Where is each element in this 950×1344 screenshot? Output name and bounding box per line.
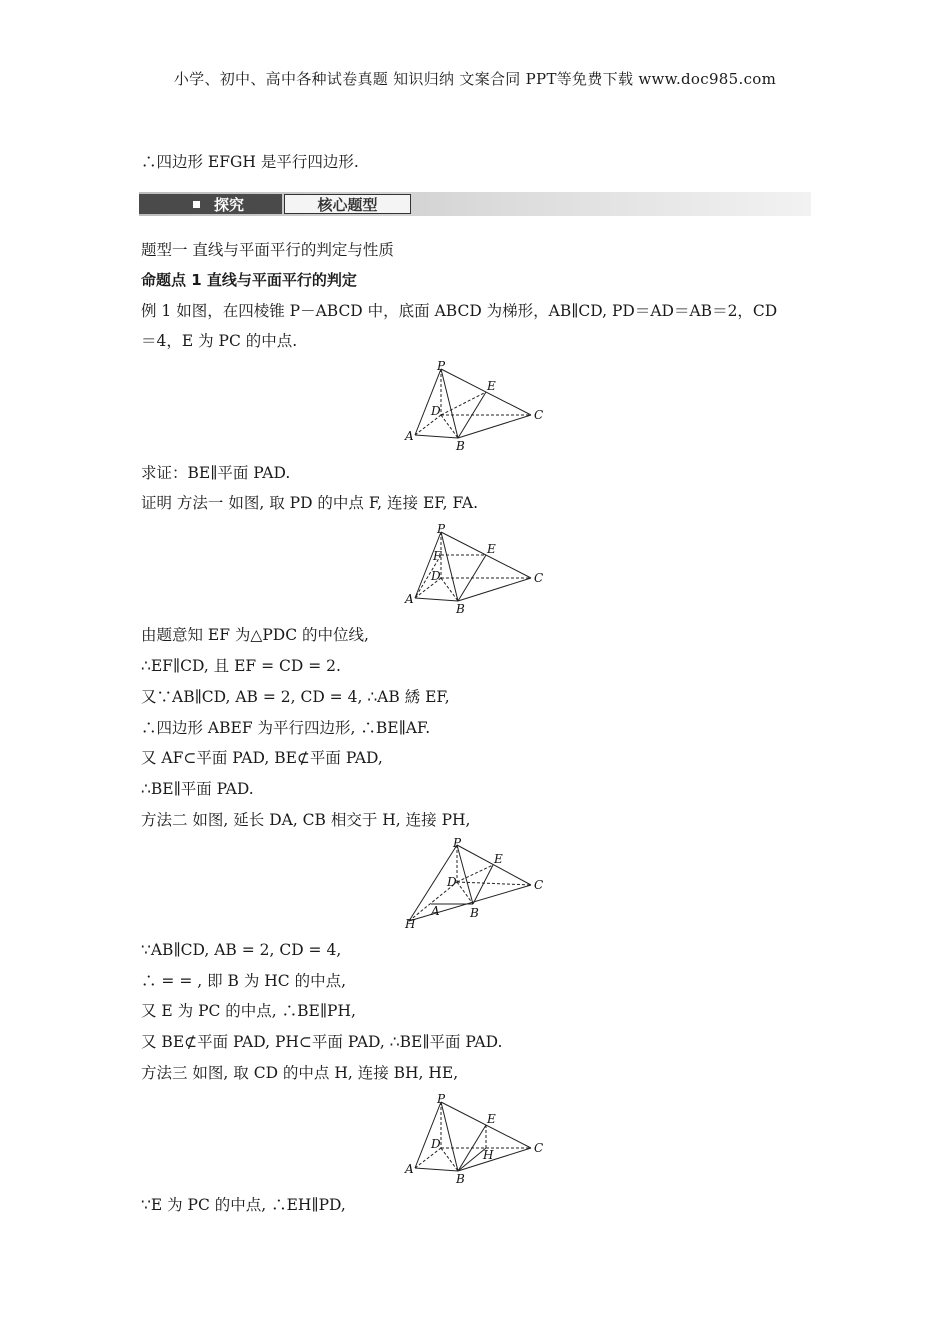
label-b: B (456, 1172, 465, 1186)
label-b: B (456, 602, 465, 616)
label-d: D (431, 569, 441, 583)
label-a: A (405, 592, 414, 606)
label-b: B (470, 906, 479, 920)
page-header: 小学、初中、高中各种试卷真题 知识归纳 文案合同 PPT等免费下载 www.doc985.com (173, 70, 777, 88)
proof-line: 又 BE⊄平面 PAD, PH⊂平面 PAD, ∴BE∥平面 PAD. (141, 1033, 503, 1051)
proof-line: ∵E 为 PC 的中点, ∴EH∥PD, (141, 1196, 346, 1214)
label-p: P (437, 1092, 446, 1106)
proof-line: 又 AF⊂平面 PAD, BE⊄平面 PAD, (141, 749, 383, 767)
label-a: A (405, 429, 414, 443)
example-statement: 例 1 如图，在四棱锥 P－ABCD 中，底面 ABCD 为梯形，AB∥CD, PD＝AD＝AB＝2，CD (141, 302, 778, 320)
proof-line: ∴ = = , 即 B 为 HC 的中点, (141, 972, 347, 990)
label-e: E (494, 852, 503, 866)
label-d: D (447, 875, 457, 889)
label-c: C (534, 878, 544, 892)
banner-core-types: 核心题型 (284, 194, 411, 214)
label-b: B (456, 439, 465, 453)
label-p: P (453, 836, 462, 850)
label-p: P (437, 522, 446, 536)
proof-line: ∴四边形 ABEF 为平行四边形, ∴BE∥AF. (141, 719, 431, 737)
proof-line: 又 E 为 PC 的中点, ∴BE∥PH, (141, 1002, 356, 1020)
proof-method-2: 方法二 如图, 延长 DA, CB 相交于 H, 连接 PH, (141, 811, 471, 829)
label-h: H (405, 917, 416, 931)
label-c: C (534, 408, 544, 422)
section-heading: 题型一 直线与平面平行的判定与性质 (141, 241, 394, 259)
to-prove: 求证：BE∥平面 PAD. (141, 464, 291, 482)
example-statement-cont: ＝4，E 为 PC 的中点. (141, 332, 298, 350)
proof-line: 由题意知 EF 为△PDC 的中位线, (141, 626, 369, 644)
label-c: C (534, 571, 544, 585)
label-d: D (431, 1137, 441, 1151)
figure-pyramid-2 (403, 523, 548, 615)
proof-method-3: 方法三 如图, 取 CD 的中点 H, 连接 BH, HE, (141, 1064, 459, 1082)
label-f: F (433, 549, 442, 563)
label-h: H (483, 1148, 494, 1162)
proof-line: ∴BE∥平面 PAD. (141, 780, 254, 798)
proof-line: 又∵AB∥CD, AB = 2, CD = 4, ∴AB 綉 EF, (141, 688, 450, 706)
label-e: E (487, 542, 496, 556)
label-e: E (487, 1112, 496, 1126)
label-d: D (431, 404, 441, 418)
square-bullet-icon (193, 201, 200, 208)
label-p: P (437, 359, 446, 373)
label-a: A (431, 904, 440, 918)
label-e: E (487, 379, 496, 393)
banner-explore (139, 194, 282, 214)
text-line: ∴四边形 EFGH 是平行四边形. (141, 153, 359, 171)
figure-pyramid-4 (403, 1093, 548, 1185)
proof-line: ∵AB∥CD, AB = 2, CD = 4, (141, 941, 342, 959)
section-banner (139, 182, 811, 218)
label-a: A (405, 1162, 414, 1176)
subsection-heading: 命题点 1 直线与平面平行的判定 (141, 271, 357, 289)
proof-method-1: 证明 方法一 如图, 取 PD 的中点 F, 连接 EF, FA. (141, 494, 479, 512)
banner-explore-label: 探究 (214, 195, 245, 214)
label-c: C (534, 1141, 544, 1155)
proof-line: ∴EF∥CD, 且 EF = CD = 2. (141, 657, 341, 675)
figure-pyramid-1 (403, 360, 548, 452)
figure-pyramid-3 (403, 838, 548, 933)
